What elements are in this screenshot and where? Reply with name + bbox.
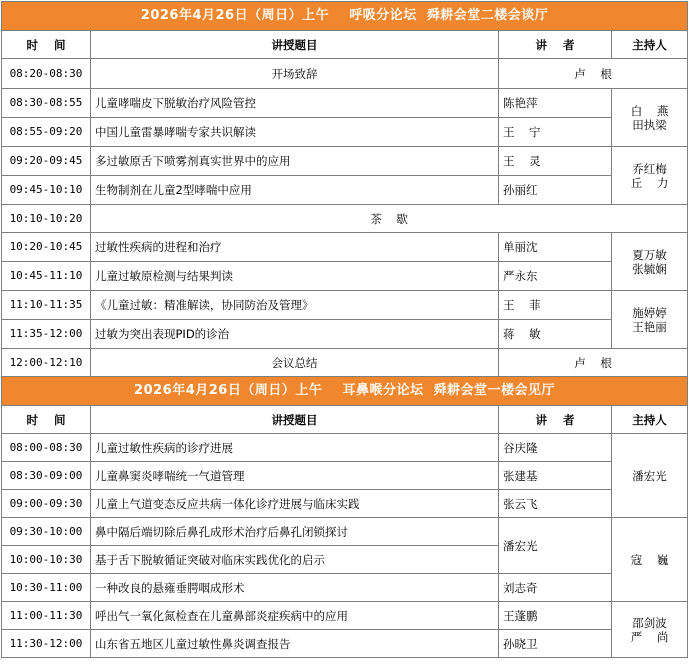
host-name: 白 燕 — [630, 103, 669, 118]
time-cell: 08:20-08:30 — [2, 59, 91, 89]
speaker-cell: 蒋 敏 — [499, 320, 612, 349]
table-row — [2, 320, 688, 349]
time-cell: 10:10-10:20 — [2, 205, 91, 233]
time-cell: 10:30-11:00 — [2, 574, 91, 602]
speaker-cell: 王 宁 — [499, 118, 612, 147]
table-row — [2, 147, 688, 176]
table-row — [2, 291, 688, 320]
topic-cell: 儿童鼻窦炎哮喘统一气道管理 — [91, 462, 499, 490]
topic-cell: 过敏性疾病的进程和治疗 — [91, 233, 499, 262]
topic-cell: 多过敏原舌下喷雾剂真实世界中的应用 — [91, 147, 499, 176]
section-title-row — [2, 2, 688, 31]
opening-speaker: 卢 根 — [499, 59, 688, 89]
time-cell: 09:30-10:00 — [2, 518, 91, 546]
host-name: 王艳丽 — [632, 319, 667, 334]
speaker-cell: 严永东 — [499, 262, 612, 291]
header-row — [2, 31, 688, 59]
table-row — [2, 518, 688, 546]
time-cell: 10:20-10:45 — [2, 233, 91, 262]
section1-title: 2026年4月26日（周日）上午 呼吸分论坛 舜耕会堂二楼会谈厅 — [2, 2, 688, 31]
time-cell: 09:20-09:45 — [2, 147, 91, 176]
time-cell: 10:00-10:30 — [2, 546, 91, 574]
topic-cell: 基于舌下脱敏循证突破对临床实践优化的启示 — [91, 546, 499, 574]
host-cell — [612, 518, 688, 602]
header-host: 主持人 — [612, 31, 688, 59]
host-cell — [612, 434, 688, 518]
host-name: 张毓娴 — [632, 261, 667, 276]
time-cell: 11:10-11:35 — [2, 291, 91, 320]
time-cell: 12:00-12:10 — [2, 349, 91, 377]
time-cell: 08:30-08:55 — [2, 89, 91, 118]
time-cell: 08:00-08:30 — [2, 434, 91, 462]
host-cell — [612, 291, 688, 349]
header-row — [2, 406, 688, 434]
time-cell: 08:30-09:00 — [2, 462, 91, 490]
time-cell: 11:00-11:30 — [2, 602, 91, 630]
speaker-cell: 孙晓卫 — [499, 630, 612, 658]
speaker-cell: 谷庆隆 — [499, 434, 612, 462]
topic-cell: 中国儿童雷暴哮喘专家共识解读 — [91, 118, 499, 147]
break-label: 茶 歇 — [91, 205, 688, 233]
header-host: 主持人 — [612, 406, 688, 434]
header-topic: 讲授题目 — [91, 406, 499, 434]
host-cell — [612, 89, 688, 147]
closing-speaker: 卢 根 — [499, 349, 688, 377]
host-name: 严 尚 — [630, 629, 669, 644]
speaker-cell: 孙丽红 — [499, 176, 612, 205]
topic-cell: 呼出气一氧化氮检查在儿童鼻部炎症疾病中的应用 — [91, 602, 499, 630]
table-row — [2, 630, 688, 658]
topic-cell: 鼻中隔后端切除后鼻孔成形术治疗后鼻孔闭锁探讨 — [91, 518, 499, 546]
header-topic: 讲授题目 — [91, 31, 499, 59]
speaker-cell: 王蓬鹏 — [499, 602, 612, 630]
speaker-cell: 刘志奇 — [499, 574, 612, 602]
topic-cell: 生物制剂在儿童2型哮喘中应用 — [91, 176, 499, 205]
section-title-row — [2, 377, 688, 406]
header-time: 时 间 — [2, 406, 91, 434]
topic-cell: 《儿童过敏：精准解读，协同防治及管理》 — [91, 291, 499, 320]
opening-label: 开场致辞 — [91, 59, 499, 89]
time-cell: 09:00-09:30 — [2, 490, 91, 518]
header-time: 时 间 — [2, 31, 91, 59]
host-name: 乔红梅 — [632, 161, 667, 176]
table-row — [2, 462, 688, 490]
host-name: 邵剑波 — [632, 615, 667, 630]
speaker-cell: 潘宏光 — [499, 518, 612, 574]
topic-cell: 儿童过敏性疾病的诊疗进展 — [91, 434, 499, 462]
speaker-cell: 王 菲 — [499, 291, 612, 320]
speaker-cell: 单丽沈 — [499, 233, 612, 262]
topic-cell: 过敏为突出表现PID的诊治 — [91, 320, 499, 349]
host-name: 潘宏光 — [632, 468, 667, 483]
table-row — [2, 262, 688, 291]
table-row — [2, 89, 688, 118]
host-name: 丘 力 — [630, 175, 669, 190]
section2-title: 2026年4月26日（周日）上午 耳鼻喉分论坛 舜耕会堂一楼会见厅 — [2, 377, 688, 406]
host-cell — [612, 147, 688, 205]
speaker-cell: 陈艳萍 — [499, 89, 612, 118]
closing-label: 会议总结 — [91, 349, 499, 377]
table-row — [2, 574, 688, 602]
time-cell: 11:30-12:00 — [2, 630, 91, 658]
table-row — [2, 490, 688, 518]
time-cell: 09:45-10:10 — [2, 176, 91, 205]
table-row — [2, 118, 688, 147]
time-cell: 11:35-12:00 — [2, 320, 91, 349]
host-name: 寇 巍 — [630, 552, 669, 567]
host-name: 施婷婷 — [632, 305, 667, 320]
host-name: 田执梁 — [632, 117, 667, 132]
topic-cell: 儿童过敏原检测与结果判读 — [91, 262, 499, 291]
host-cell — [612, 602, 688, 658]
header-speaker: 讲 者 — [499, 406, 612, 434]
topic-cell: 儿童哮喘皮下脱敏治疗风险管控 — [91, 89, 499, 118]
time-cell: 10:45-11:10 — [2, 262, 91, 291]
time-cell: 08:55-09:20 — [2, 118, 91, 147]
table-row — [2, 602, 688, 630]
table-row — [2, 434, 688, 462]
topic-cell: 一种改良的悬雍垂腭咽成形术 — [91, 574, 499, 602]
topic-cell: 儿童上气道变态反应共病一体化诊疗进展与临床实践 — [91, 490, 499, 518]
host-cell — [612, 233, 688, 291]
schedule-table — [1, 1, 688, 658]
table-row — [2, 59, 688, 89]
table-row — [2, 349, 688, 377]
table-row — [2, 233, 688, 262]
speaker-cell: 张建基 — [499, 462, 612, 490]
header-speaker: 讲 者 — [499, 31, 612, 59]
topic-cell: 山东省五地区儿童过敏性鼻炎调查报告 — [91, 630, 499, 658]
table-row — [2, 176, 688, 205]
table-row — [2, 205, 688, 233]
speaker-cell: 王 灵 — [499, 147, 612, 176]
speaker-cell: 张云飞 — [499, 490, 612, 518]
host-name: 夏万敏 — [632, 247, 667, 262]
